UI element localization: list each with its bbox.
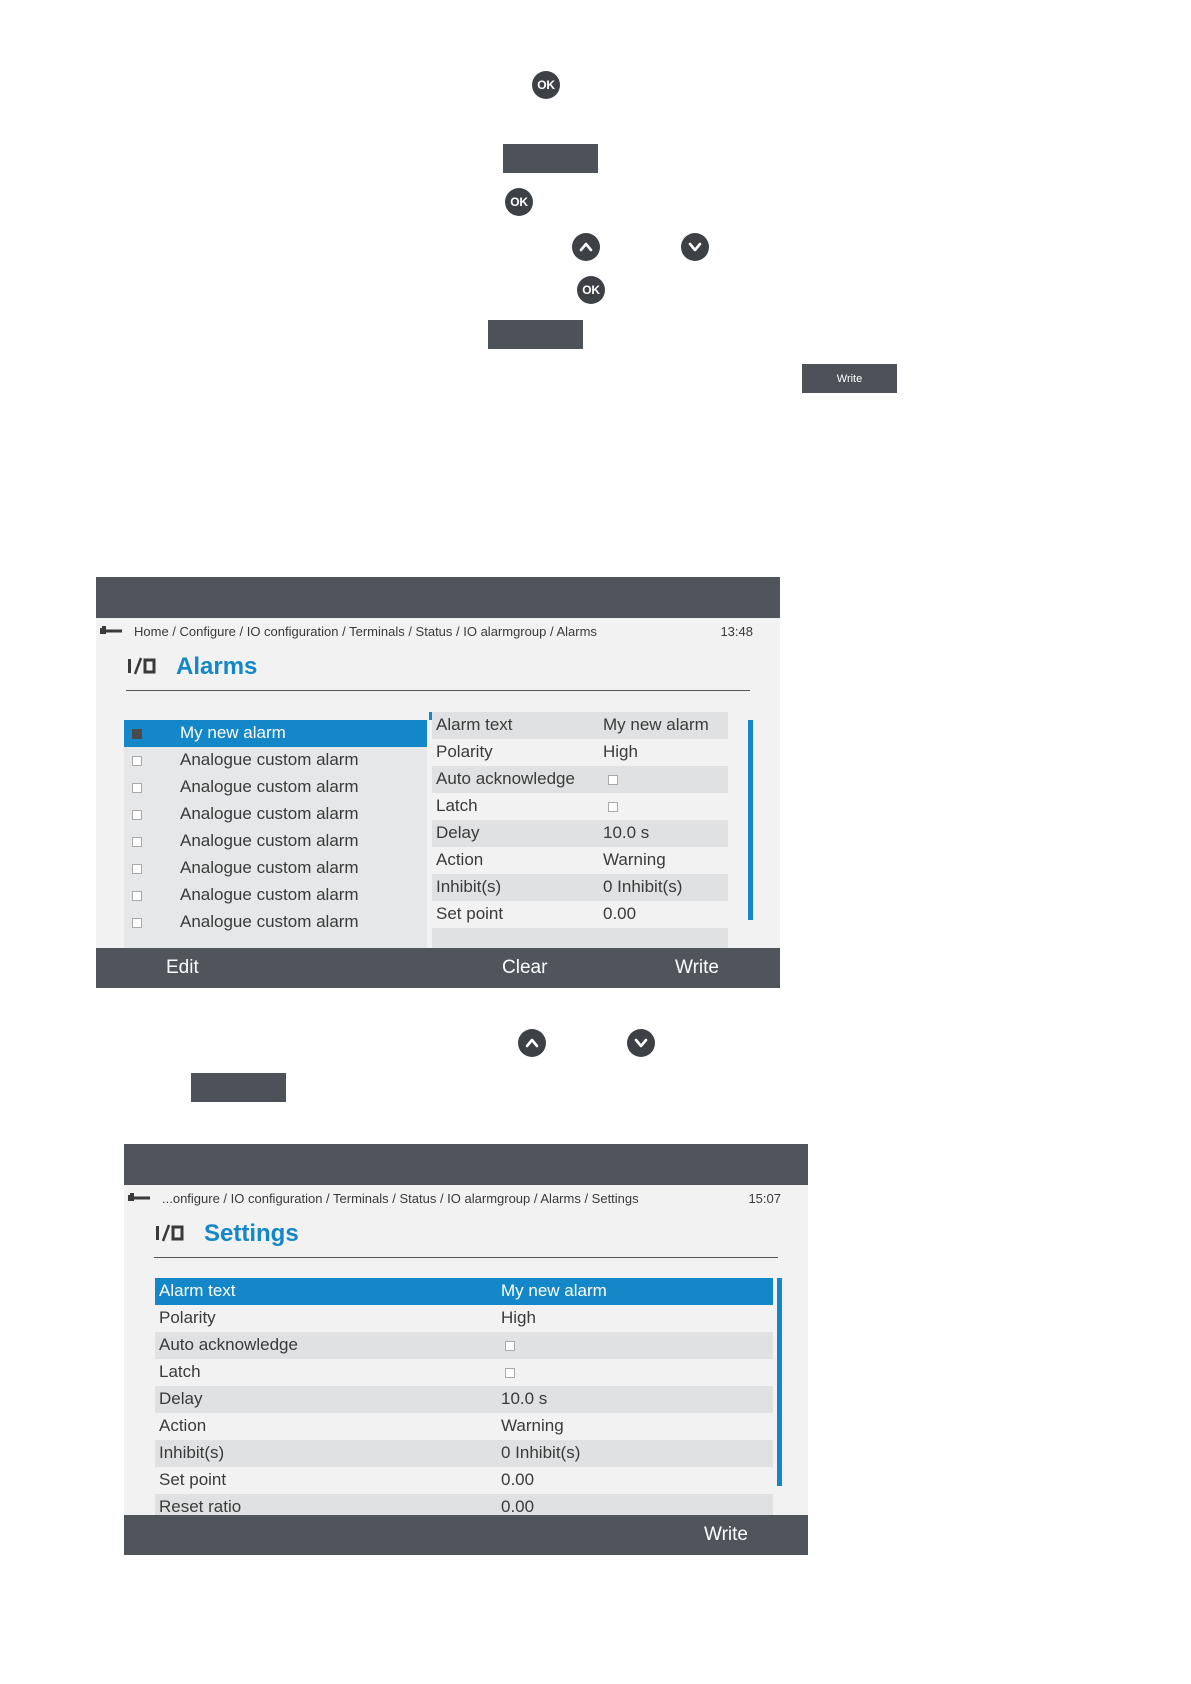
ok-button-icon: OK [505,188,533,216]
checkbox-icon[interactable] [132,837,142,847]
setting-key: Auto acknowledge [159,1335,298,1354]
list-item-label: Analogue custom alarm [180,912,359,931]
clock: 13:48 [720,624,753,639]
setting-value: My new alarm [501,1281,607,1300]
setting-value: 10.0 s [501,1389,548,1408]
property-key: Auto acknowledge [436,769,575,788]
setting-row[interactable] [155,1305,773,1332]
property-key: Delay [436,823,480,842]
list-item-label: Analogue custom alarm [180,885,359,904]
checkbox-icon[interactable] [132,864,142,874]
top-bar [124,1144,808,1185]
softkey-placeholder [488,320,583,349]
io-icon [126,656,160,676]
checkbox-icon[interactable] [132,729,142,739]
softkey-placeholder [191,1073,286,1102]
checkbox-icon[interactable] [608,775,618,785]
list-item[interactable] [124,774,427,801]
checkbox-icon[interactable] [132,810,142,820]
breadcrumb[interactable]: ...onfigure / IO configuration / Terminals / Status / IO alarmgroup / Alarms / Settings [162,1191,639,1206]
checkbox-icon[interactable] [132,918,142,928]
setting-row[interactable] [155,1359,773,1386]
scrollbar[interactable] [748,720,753,920]
scrollbar[interactable] [777,1278,782,1486]
property-key: Latch [436,796,478,815]
list-item-label: Analogue custom alarm [180,858,359,877]
setting-key: Action [159,1416,207,1435]
list-item[interactable] [124,720,427,747]
wrench-icon [128,1191,150,1205]
io-icon [154,1223,188,1243]
checkbox-icon[interactable] [608,802,618,812]
property-row[interactable] [432,793,728,820]
ok-button-icon: OK [577,276,605,304]
top-bar [96,577,780,618]
setting-value: High [501,1308,536,1327]
arrow-up-icon [572,233,600,261]
list-item-label: Analogue custom alarm [180,831,359,850]
setting-row[interactable] [155,1332,773,1359]
checkbox-icon[interactable] [505,1341,515,1351]
checkbox-icon[interactable] [132,756,142,766]
arrow-down-icon [681,233,709,261]
property-key: Inhibit(s) [436,877,502,896]
alarm-list [124,720,427,950]
title-bar [126,648,750,691]
property-row[interactable] [432,739,728,766]
setting-row[interactable] [155,1494,773,1515]
setting-key: Reset ratio [159,1497,242,1515]
title-bar [154,1215,778,1258]
list-item[interactable] [124,882,427,909]
setting-value: 0 Inhibit(s) [501,1443,581,1462]
list-item[interactable] [124,747,427,774]
setting-key: Alarm text [159,1281,236,1300]
checkbox-icon[interactable] [132,783,142,793]
clear-button[interactable]: Clear [502,957,548,978]
list-item[interactable] [124,909,427,936]
alarm-properties [432,712,734,952]
settings-list [155,1278,775,1515]
breadcrumb-bar [124,1185,808,1215]
alarms-screen [96,577,780,988]
property-value: 0.00 [603,904,637,923]
clock: 15:07 [748,1191,781,1206]
property-row[interactable] [432,901,728,928]
property-key: Alarm text [436,715,513,734]
list-item-label: My new alarm [180,723,286,742]
list-item-label: Analogue custom alarm [180,750,359,769]
checkbox-icon[interactable] [505,1368,515,1378]
property-value: 10.0 s [603,823,650,842]
list-item[interactable] [124,828,427,855]
property-row[interactable] [432,874,728,901]
breadcrumb[interactable]: Home / Configure / IO configuration / Terminals / Status / IO alarmgroup / Alarms [134,624,597,639]
softkey-placeholder [503,144,598,173]
breadcrumb-bar [96,618,780,648]
property-value: Warning [603,850,666,869]
arrow-down-icon [627,1029,655,1057]
checkbox-icon[interactable] [132,891,142,901]
property-key: Action [436,850,484,869]
wrench-icon [100,624,122,638]
property-key: Polarity [436,742,493,761]
ok-button-icon: OK [532,71,560,99]
list-item-label: Analogue custom alarm [180,804,359,823]
setting-key: Set point [159,1470,227,1489]
setting-key: Delay [159,1389,203,1408]
setting-row[interactable] [155,1413,773,1440]
settings-screen [124,1144,808,1555]
property-value: 0 Inhibit(s) [603,877,683,896]
setting-key: Latch [159,1362,201,1381]
page-title: Settings [204,1220,299,1247]
property-value: My new alarm [603,715,709,734]
list-item-label: Analogue custom alarm [180,777,359,796]
setting-value: 0.00 [501,1497,535,1515]
setting-key: Polarity [159,1308,216,1327]
property-row[interactable] [432,820,728,847]
setting-value: 0.00 [501,1470,535,1489]
property-row[interactable] [432,712,728,739]
softkey-bar [96,948,780,988]
property-row[interactable] [432,766,728,793]
setting-row[interactable] [155,1278,773,1305]
write-button[interactable]: Write [704,1524,748,1545]
edit-button[interactable]: Edit [166,957,199,978]
setting-row[interactable] [155,1467,773,1494]
softkey-bar [124,1515,808,1555]
property-value: High [603,742,638,761]
page-title: Alarms [176,653,258,680]
setting-key: Inhibit(s) [159,1443,225,1462]
setting-row[interactable] [155,1440,773,1467]
setting-row[interactable] [155,1386,773,1413]
property-row[interactable] [432,847,728,874]
arrow-up-icon [518,1029,546,1057]
list-item[interactable] [124,855,427,882]
setting-value: Warning [501,1416,564,1435]
write-button[interactable]: Write [675,957,719,978]
write-softkey: Write [802,364,897,393]
property-key: Set point [436,904,504,923]
list-item[interactable] [124,801,427,828]
